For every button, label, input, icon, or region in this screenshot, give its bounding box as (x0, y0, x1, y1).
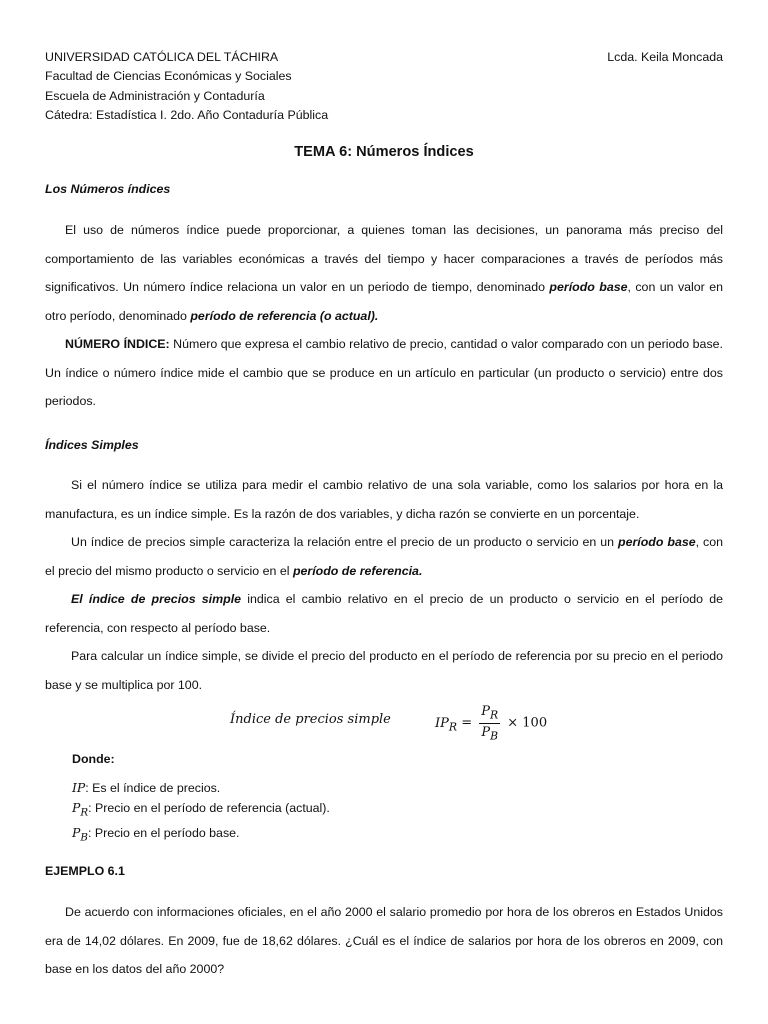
school-name: Escuela de Administración y Contaduría (45, 88, 265, 103)
price-index-text-c: , con el precio del mismo producto o servicio en el (45, 535, 723, 578)
definition-symbol: P (72, 800, 81, 816)
example-text: De acuerdo con informaciones oficiales, en el año 2000 el salario promedio por hora de los obreros en Estados Unidos era de 14,02 dólares. En 2009, fue de 18,62 dólares. ¿Cuál es el índice de salarios por hora de los obreros en 2009, con base en los datos del año 2000? (45, 905, 723, 977)
paragraph-intro-text-a: El uso de números índice puede proporcionar, a quienes toman las decisiones, un panorama más preciso del comportamiento de las variables económicas a través del tiempo y hacer comparaciones a través de períodos más significativos. Un número índice relaciona un valor en un periodo de tiempo, denominado (45, 223, 723, 295)
formula-numerator-symbol: P (481, 704, 490, 719)
formula-denominator (479, 724, 500, 743)
paragraph-price-index (45, 528, 723, 585)
formula-denominator-subscript: B (490, 729, 499, 743)
paragraph-definition (45, 330, 723, 416)
definition-text: : Precio en el período base. (87, 825, 240, 840)
section-heading-numeros-indices: Los Números índices (45, 182, 171, 196)
definition-text: : Precio en el período de referencia (actual). (88, 801, 330, 816)
formula-lhs (435, 715, 458, 734)
definition-text: Número que expresa el cambio relativo de precio, cantidad o valor comparado con un periodo base. Un índice o número índice mide el cambio que se produce en un artículo en particular (un producto o servicio) entre dos periodos. (45, 337, 723, 409)
formula-block (45, 700, 723, 746)
formula-fraction (479, 704, 500, 742)
section-heading-indices-simples: Índices Simples (45, 438, 139, 452)
term-periodo-referencia-2: período de referencia. (292, 563, 423, 578)
definition-item-pb (72, 823, 330, 848)
formula-label: Índice de precios simple (230, 712, 391, 727)
term-indice-precios-simple: El índice de precios simple (71, 592, 242, 606)
formula-denominator-symbol: P (481, 724, 491, 740)
term-periodo-base: período base (549, 280, 628, 295)
example-heading: EJEMPLO 6.1 (45, 864, 125, 878)
course-name: Cátedra: Estadística I. 2do. Año Contaduría Pública (45, 108, 329, 123)
page-title: TEMA 6: Números Índices (294, 144, 474, 160)
term-numero-indice: NÚMERO ÍNDICE: (65, 337, 170, 351)
faculty-name: Facultad de Ciencias Económicas y Sociales (45, 69, 292, 84)
formula-multiplier: × 100 (507, 715, 548, 731)
term-periodo-base-2: período base (618, 535, 696, 549)
definitions-title: Donde: (72, 752, 115, 766)
definition-subscript: R (80, 806, 89, 819)
definition-subscript: B (80, 831, 88, 844)
definition-symbol: P (72, 824, 81, 840)
paragraph-calculation: Para calcular un índice simple, se divide el precio del producto en el período de referencia por su precio en el periodo base y se multiplica por 100. (45, 649, 723, 692)
author-name: Lcda. Keila Moncada (607, 50, 723, 64)
formula-numerator-subscript: R (489, 708, 499, 722)
paragraph-intro (45, 216, 723, 330)
formula-lhs-subscript: R (448, 720, 458, 734)
definition-text: : Es el índice de precios. (85, 781, 221, 795)
formula-equals: = (461, 715, 477, 731)
term-periodo-referencia: período de referencia (o actual). (190, 308, 379, 323)
price-index-def-text: indica el cambio relativo en el precio de un producto o servicio en el período de referencia, con respecto al período base. (45, 592, 723, 635)
formula-lhs-symbol: IP (435, 715, 449, 731)
definition-item-ip (72, 778, 330, 798)
definition-symbol: IP (72, 780, 86, 795)
institution-header (45, 48, 328, 126)
paragraph-price-index-def (45, 585, 723, 642)
price-index-text-a: Un índice de precios simple caracteriza la relación entre el precio de un producto o servicio en un (71, 535, 618, 549)
paragraph-intro-text-c: , con un valor en otro período, denominado (45, 280, 723, 323)
paragraph-simple-index: Si el número índice se utiliza para medir el cambio relativo de una sola variable, como los salarios por hora en la manufactura, es un índice simple. Es la razón de dos variables, y dicha razón se convierte en un porcentaje. (45, 478, 723, 521)
formula-numerator (479, 704, 500, 724)
university-name: UNIVERSIDAD CATÓLICA DEL TÁCHIRA (45, 50, 279, 64)
definitions-list (72, 778, 330, 848)
formula-equation (435, 704, 547, 742)
definition-item-pr (72, 798, 330, 823)
